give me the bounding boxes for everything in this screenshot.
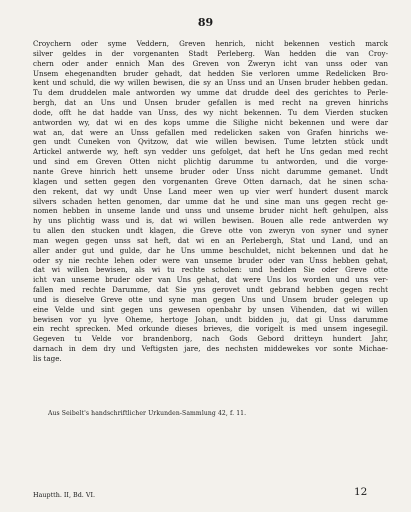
text-line: silver geldes in der vorgenanten Stadt Perleberg. Wan hedden die van Croy- [33,48,388,58]
footer-signature-number: 12 [354,486,368,498]
footer-volume-reference: Hauptth. II, Bd. VI. [33,491,96,499]
text-line: bergh, dat an Uns und Unsen bruder gefallen is med recht na greven hinrichs [33,98,388,108]
text-line: hy uns plichtig wass und is, dat wi willen bewisen. Bouen alle rede antwerden wy [33,216,388,226]
text-line: klagen und setten gegen den vorgenanten Greve Otten darnach, dat he sinen scha- [33,176,388,186]
text-line: dat wi willen bewisen, als wi tu rechte scholen: und hedden Sie oder Greve otte [33,265,388,275]
text-line: Tu dem druddelen male antworden wy umme dat drudde deel des gerichtes to Perle- [33,88,388,98]
text-line: und sind em Greven Otten nicht plichtig darumme tu antworden, und die vorge- [33,157,388,167]
text-line: oder sy nie rechte lehen oder were van unseme bruder oder van Unss hebben gehat, [33,255,388,265]
text-line: tu allen den stucken undt klagen, die Greve otte von zweryn von syner und syner [33,226,388,236]
text-line: gen undt Cuneken von Qvitzow, dat wie willen bewisen. Tume letzten stück undt [33,137,388,147]
text-line: man wegen gegen unss sat heft, dat wi en an Perlebergh, Stat und Land, und an [33,235,388,245]
text-line: lis tage. [33,354,62,363]
text-line: bewisen vor yu lyve Oheme, hertoge Johan, undt bidden ju, dat gi Unss darumme [33,314,388,324]
page-number: 89 [197,16,214,29]
source-note: Aus Seibelt's handschriftlicher Urkunden-Sammlung 42, f. 11. [48,410,247,417]
text-line: nante Greve hinrich hett unseme bruder oder Unss nicht darumme gemanet. Undt [33,166,388,176]
body-text [33,39,388,364]
text-line: nomen hebben in unseme lande und unss und unseme bruder nicht heft gehulpen, alss [33,206,388,216]
text-line: ein recht sprecken. Med orkunde dieses brieves, die vorigelt is med unsem ingesegil. [33,324,388,334]
text-line: dode, offt he dat hadde van Unss, des wy nicht bekennen. Tu dem Vierden stucken [33,107,388,117]
text-line: Gegeven tu Velde vor brandenborg, nach Gods Gebord dritteyn hundert Jahr, [33,334,388,344]
text-line: und is dieselve Greve otte und syne man gegen Uns und Unsem bruder gelegen up [33,294,388,304]
text-line: Unsem ehegenandten bruder gehadt, dat hedden Sie verloren umme Redelicken Bro- [33,68,388,78]
text-line: den rekent, dat wy undt Unse Land meer wen up vier werf hundert dusent marck [33,186,388,196]
text-line: aller ander gut und gulde, dar he Uns umme beschuldet, nicht bekennen und dat he [33,245,388,255]
text-line: chern oder ander ennich Man des Greven von Zweryn icht van unss oder van [33,58,388,68]
text-line: wat an, dat were an Unss gefallen med redelicken saken von Grafen hinrichs we- [33,127,388,137]
text-line: darnach in dem dry und Veftigsten jare, des nechsten middewekes vor sonte Michae- [33,344,388,354]
text-line: Croychern oder syme Veddern, Greven henrich, nicht bekennen vestich marck [33,39,388,48]
text-line: eine Velde und sint gegen uns gewesen openbahr by unsen Vihenden, dat wi willen [33,304,388,314]
text-line: fallen med rechte Darumme, dat Sie yns gerovet undt gebrand hebben gegen recht [33,285,388,295]
text-line: Artickel antwerde wy, heft syn vedder uns gefolget, dat heft he Uns gedan med recht [33,147,388,157]
text-line: kent und schuld, die wy willen bewisen, die sy an Unss und an Unsen bruder hebben gedan. [33,78,388,88]
text-line: icht van unseme bruder oder van Uns gehat, dat were Uns los worden und uns ver- [33,275,388,285]
text-line: antworden wy, dat wi en des kops umme die Silighe nicht bekennen und were dar [33,117,388,127]
text-line: silvers schaden hetten genomen, dar umme dat he und sine man uns gegen recht ge- [33,196,388,206]
